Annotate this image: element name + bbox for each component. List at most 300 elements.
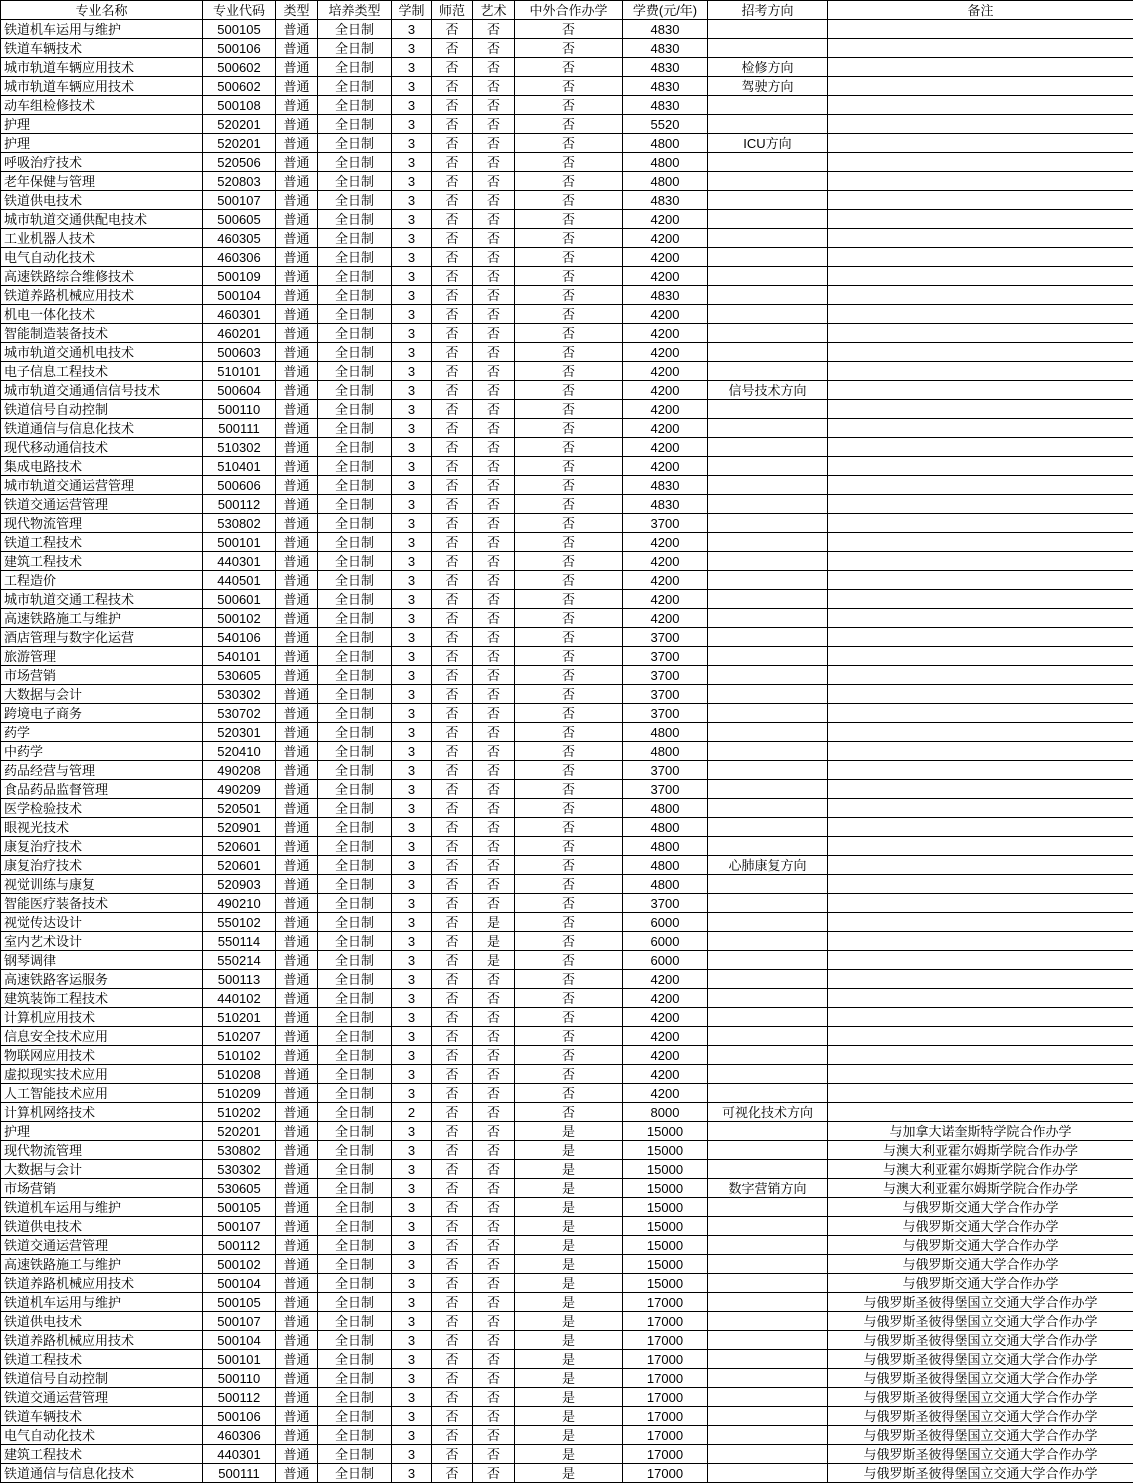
training-type-cell: 全日制 xyxy=(318,552,392,571)
sino-foreign-coop-cell: 是 xyxy=(515,1445,623,1464)
remark-cell xyxy=(828,799,1133,818)
table-row xyxy=(1,39,1133,58)
duration-cell: 3 xyxy=(392,1141,432,1160)
normal-education-cell: 否 xyxy=(432,970,473,989)
remark-cell xyxy=(828,210,1133,229)
remark-cell xyxy=(828,419,1133,438)
sino-foreign-coop-cell: 否 xyxy=(515,229,623,248)
normal-education-cell: 否 xyxy=(432,894,473,913)
major-code-cell: 520506 xyxy=(203,153,276,172)
table-row xyxy=(1,704,1133,723)
normal-education-cell: 否 xyxy=(432,609,473,628)
duration-cell: 3 xyxy=(392,248,432,267)
remark-cell xyxy=(828,153,1133,172)
sino-foreign-coop-cell: 否 xyxy=(515,856,623,875)
sino-foreign-coop-cell: 否 xyxy=(515,628,623,647)
training-type-cell: 全日制 xyxy=(318,856,392,875)
table-row xyxy=(1,780,1133,799)
exam-direction-cell xyxy=(708,628,828,647)
art-cell: 否 xyxy=(473,1084,515,1103)
tuition-cell: 17000 xyxy=(623,1445,708,1464)
table-row xyxy=(1,875,1133,894)
header-row xyxy=(1,1,1133,20)
duration-cell: 3 xyxy=(392,799,432,818)
tuition-cell: 4800 xyxy=(623,837,708,856)
table-row xyxy=(1,1464,1133,1483)
duration-cell: 3 xyxy=(392,495,432,514)
column-header-tuition: 学费(元/年) xyxy=(623,1,708,20)
sino-foreign-coop-cell: 否 xyxy=(515,533,623,552)
art-cell: 否 xyxy=(473,837,515,856)
remark-cell xyxy=(828,457,1133,476)
duration-cell: 3 xyxy=(392,1179,432,1198)
major-code-cell: 490209 xyxy=(203,780,276,799)
exam-direction-cell xyxy=(708,647,828,666)
table-row xyxy=(1,894,1133,913)
sino-foreign-coop-cell: 是 xyxy=(515,1255,623,1274)
type-cell: 普通 xyxy=(276,723,318,742)
sino-foreign-coop-cell: 否 xyxy=(515,153,623,172)
art-cell: 否 xyxy=(473,115,515,134)
table-row xyxy=(1,1103,1133,1122)
sino-foreign-coop-cell: 是 xyxy=(515,1331,623,1350)
type-cell: 普通 xyxy=(276,39,318,58)
tuition-cell: 4200 xyxy=(623,343,708,362)
normal-education-cell: 否 xyxy=(432,1312,473,1331)
duration-cell: 3 xyxy=(392,666,432,685)
tuition-cell: 3700 xyxy=(623,780,708,799)
normal-education-cell: 否 xyxy=(432,20,473,39)
art-cell: 否 xyxy=(473,362,515,381)
remark-cell xyxy=(828,609,1133,628)
training-type-cell: 全日制 xyxy=(318,1388,392,1407)
table-row xyxy=(1,115,1133,134)
training-type-cell: 全日制 xyxy=(318,951,392,970)
sino-foreign-coop-cell: 是 xyxy=(515,1388,623,1407)
major-code-cell: 530802 xyxy=(203,1141,276,1160)
art-cell: 否 xyxy=(473,476,515,495)
sino-foreign-coop-cell: 否 xyxy=(515,1046,623,1065)
duration-cell: 3 xyxy=(392,1217,432,1236)
major-name-cell: 计算机网络技术 xyxy=(1,1103,203,1122)
normal-education-cell: 否 xyxy=(432,666,473,685)
normal-education-cell: 否 xyxy=(432,723,473,742)
normal-education-cell: 否 xyxy=(432,837,473,856)
duration-cell: 3 xyxy=(392,571,432,590)
table-row xyxy=(1,305,1133,324)
tuition-cell: 3700 xyxy=(623,628,708,647)
remark-cell xyxy=(828,229,1133,248)
table-row xyxy=(1,172,1133,191)
training-type-cell: 全日制 xyxy=(318,590,392,609)
exam-direction-cell xyxy=(708,799,828,818)
table-row xyxy=(1,609,1133,628)
major-name-cell: 铁道机车运用与维护 xyxy=(1,1198,203,1217)
major-name-cell: 高速铁路客运服务 xyxy=(1,970,203,989)
duration-cell: 3 xyxy=(392,1445,432,1464)
training-type-cell: 全日制 xyxy=(318,343,392,362)
duration-cell: 3 xyxy=(392,400,432,419)
training-type-cell: 全日制 xyxy=(318,229,392,248)
sino-foreign-coop-cell: 是 xyxy=(515,1464,623,1483)
tuition-cell: 17000 xyxy=(623,1312,708,1331)
remark-cell: 与俄罗斯圣彼得堡国立交通大学合作办学 xyxy=(828,1293,1133,1312)
training-type-cell: 全日制 xyxy=(318,1464,392,1483)
sino-foreign-coop-cell: 否 xyxy=(515,1084,623,1103)
type-cell: 普通 xyxy=(276,20,318,39)
duration-cell: 3 xyxy=(392,438,432,457)
sino-foreign-coop-cell: 是 xyxy=(515,1160,623,1179)
training-type-cell: 全日制 xyxy=(318,1236,392,1255)
table-row xyxy=(1,267,1133,286)
major-code-cell: 500111 xyxy=(203,419,276,438)
remark-cell xyxy=(828,856,1133,875)
sino-foreign-coop-cell: 是 xyxy=(515,1426,623,1445)
normal-education-cell: 否 xyxy=(432,324,473,343)
table-row xyxy=(1,20,1133,39)
art-cell: 否 xyxy=(473,590,515,609)
table-row xyxy=(1,1274,1133,1293)
art-cell: 否 xyxy=(473,1103,515,1122)
major-code-cell: 500105 xyxy=(203,1293,276,1312)
type-cell: 普通 xyxy=(276,1027,318,1046)
art-cell: 否 xyxy=(473,210,515,229)
exam-direction-cell xyxy=(708,571,828,590)
major-name-cell: 铁道交通运营管理 xyxy=(1,1236,203,1255)
training-type-cell: 全日制 xyxy=(318,932,392,951)
art-cell: 否 xyxy=(473,134,515,153)
sino-foreign-coop-cell: 否 xyxy=(515,894,623,913)
tuition-cell: 3700 xyxy=(623,894,708,913)
normal-education-cell: 否 xyxy=(432,191,473,210)
art-cell: 否 xyxy=(473,1160,515,1179)
remark-cell xyxy=(828,818,1133,837)
normal-education-cell: 否 xyxy=(432,989,473,1008)
art-cell: 否 xyxy=(473,628,515,647)
tuition-cell: 4800 xyxy=(623,153,708,172)
major-code-cell: 510207 xyxy=(203,1027,276,1046)
exam-direction-cell xyxy=(708,419,828,438)
exam-direction-cell xyxy=(708,685,828,704)
normal-education-cell: 否 xyxy=(432,1388,473,1407)
remark-cell xyxy=(828,875,1133,894)
type-cell: 普通 xyxy=(276,1445,318,1464)
major-code-cell: 440501 xyxy=(203,571,276,590)
column-header-sino-foreign-coop: 中外合作办学 xyxy=(515,1,623,20)
exam-direction-cell: ICU方向 xyxy=(708,134,828,153)
major-code-cell: 500106 xyxy=(203,1407,276,1426)
tuition-cell: 4830 xyxy=(623,96,708,115)
duration-cell: 3 xyxy=(392,989,432,1008)
duration-cell: 3 xyxy=(392,1331,432,1350)
table-row xyxy=(1,951,1133,970)
duration-cell: 3 xyxy=(392,1084,432,1103)
type-cell: 普通 xyxy=(276,1103,318,1122)
major-name-cell: 虚拟现实技术应用 xyxy=(1,1065,203,1084)
major-name-cell: 大数据与会计 xyxy=(1,685,203,704)
type-cell: 普通 xyxy=(276,685,318,704)
sino-foreign-coop-cell: 否 xyxy=(515,210,623,229)
exam-direction-cell xyxy=(708,1008,828,1027)
remark-cell xyxy=(828,837,1133,856)
major-code-cell: 510202 xyxy=(203,1103,276,1122)
art-cell: 否 xyxy=(473,495,515,514)
normal-education-cell: 否 xyxy=(432,533,473,552)
major-code-cell: 500110 xyxy=(203,400,276,419)
major-name-cell: 视觉传达设计 xyxy=(1,913,203,932)
tuition-cell: 4200 xyxy=(623,533,708,552)
exam-direction-cell xyxy=(708,1122,828,1141)
remark-cell xyxy=(828,628,1133,647)
art-cell: 否 xyxy=(473,799,515,818)
training-type-cell: 全日制 xyxy=(318,58,392,77)
tuition-cell: 4200 xyxy=(623,1065,708,1084)
tuition-cell: 4200 xyxy=(623,419,708,438)
remark-cell: 与俄罗斯圣彼得堡国立交通大学合作办学 xyxy=(828,1388,1133,1407)
sino-foreign-coop-cell: 否 xyxy=(515,837,623,856)
normal-education-cell: 否 xyxy=(432,571,473,590)
art-cell: 否 xyxy=(473,381,515,400)
art-cell: 否 xyxy=(473,172,515,191)
normal-education-cell: 否 xyxy=(432,419,473,438)
normal-education-cell: 否 xyxy=(432,248,473,267)
tuition-cell: 4800 xyxy=(623,818,708,837)
remark-cell xyxy=(828,647,1133,666)
table-row xyxy=(1,1179,1133,1198)
major-code-cell: 530702 xyxy=(203,704,276,723)
sino-foreign-coop-cell: 否 xyxy=(515,191,623,210)
exam-direction-cell xyxy=(708,1293,828,1312)
type-cell: 普通 xyxy=(276,780,318,799)
tuition-cell: 4830 xyxy=(623,20,708,39)
duration-cell: 3 xyxy=(392,96,432,115)
major-code-cell: 510208 xyxy=(203,1065,276,1084)
major-name-cell: 城市轨道交通通信信号技术 xyxy=(1,381,203,400)
major-code-cell: 500110 xyxy=(203,1369,276,1388)
sino-foreign-coop-cell: 否 xyxy=(515,267,623,286)
exam-direction-cell: 可视化技术方向 xyxy=(708,1103,828,1122)
sino-foreign-coop-cell: 否 xyxy=(515,39,623,58)
art-cell: 否 xyxy=(473,1141,515,1160)
normal-education-cell: 否 xyxy=(432,305,473,324)
remark-cell xyxy=(828,552,1133,571)
exam-direction-cell xyxy=(708,476,828,495)
major-code-cell: 550214 xyxy=(203,951,276,970)
table-row xyxy=(1,913,1133,932)
table-row xyxy=(1,1084,1133,1103)
normal-education-cell: 否 xyxy=(432,742,473,761)
exam-direction-cell: 心肺康复方向 xyxy=(708,856,828,875)
sino-foreign-coop-cell: 否 xyxy=(515,932,623,951)
normal-education-cell: 否 xyxy=(432,1236,473,1255)
major-code-cell: 550114 xyxy=(203,932,276,951)
type-cell: 普通 xyxy=(276,628,318,647)
exam-direction-cell xyxy=(708,286,828,305)
tuition-cell: 17000 xyxy=(623,1388,708,1407)
tuition-cell: 15000 xyxy=(623,1217,708,1236)
exam-direction-cell xyxy=(708,666,828,685)
tuition-cell: 15000 xyxy=(623,1122,708,1141)
tuition-cell: 17000 xyxy=(623,1350,708,1369)
type-cell: 普通 xyxy=(276,457,318,476)
major-code-cell: 500101 xyxy=(203,533,276,552)
training-type-cell: 全日制 xyxy=(318,799,392,818)
type-cell: 普通 xyxy=(276,438,318,457)
remark-cell xyxy=(828,685,1133,704)
duration-cell: 3 xyxy=(392,362,432,381)
training-type-cell: 全日制 xyxy=(318,191,392,210)
normal-education-cell: 否 xyxy=(432,1217,473,1236)
major-name-cell: 现代移动通信技术 xyxy=(1,438,203,457)
normal-education-cell: 否 xyxy=(432,1027,473,1046)
exam-direction-cell xyxy=(708,1198,828,1217)
remark-cell xyxy=(828,20,1133,39)
exam-direction-cell xyxy=(708,1350,828,1369)
sino-foreign-coop-cell: 是 xyxy=(515,1236,623,1255)
art-cell: 否 xyxy=(473,191,515,210)
major-code-cell: 520903 xyxy=(203,875,276,894)
column-header-normal-education: 师范 xyxy=(432,1,473,20)
table-body xyxy=(1,20,1133,1483)
table-row xyxy=(1,381,1133,400)
remark-cell xyxy=(828,533,1133,552)
major-code-cell: 500109 xyxy=(203,267,276,286)
sino-foreign-coop-cell: 否 xyxy=(515,723,623,742)
exam-direction-cell xyxy=(708,1369,828,1388)
type-cell: 普通 xyxy=(276,267,318,286)
duration-cell: 3 xyxy=(392,115,432,134)
tuition-cell: 15000 xyxy=(623,1198,708,1217)
exam-direction-cell xyxy=(708,1464,828,1483)
sino-foreign-coop-cell: 否 xyxy=(515,685,623,704)
remark-cell xyxy=(828,39,1133,58)
sino-foreign-coop-cell: 否 xyxy=(515,115,623,134)
major-name-cell: 铁道养路机械应用技术 xyxy=(1,1274,203,1293)
tuition-cell: 4830 xyxy=(623,191,708,210)
table-row xyxy=(1,1122,1133,1141)
duration-cell: 3 xyxy=(392,39,432,58)
tuition-cell: 3700 xyxy=(623,647,708,666)
table-row xyxy=(1,400,1133,419)
remark-cell xyxy=(828,780,1133,799)
tuition-cell: 4200 xyxy=(623,571,708,590)
type-cell: 普通 xyxy=(276,609,318,628)
training-type-cell: 全日制 xyxy=(318,362,392,381)
major-code-cell: 500106 xyxy=(203,39,276,58)
training-type-cell: 全日制 xyxy=(318,1217,392,1236)
normal-education-cell: 否 xyxy=(432,77,473,96)
normal-education-cell: 否 xyxy=(432,1008,473,1027)
exam-direction-cell xyxy=(708,20,828,39)
art-cell: 否 xyxy=(473,552,515,571)
major-code-cell: 520901 xyxy=(203,818,276,837)
type-cell: 普通 xyxy=(276,970,318,989)
sino-foreign-coop-cell: 否 xyxy=(515,666,623,685)
major-code-cell: 460201 xyxy=(203,324,276,343)
exam-direction-cell xyxy=(708,191,828,210)
duration-cell: 3 xyxy=(392,343,432,362)
tuition-cell: 4200 xyxy=(623,305,708,324)
training-type-cell: 全日制 xyxy=(318,400,392,419)
tuition-cell: 4200 xyxy=(623,248,708,267)
major-code-cell: 500112 xyxy=(203,1388,276,1407)
major-code-cell: 500107 xyxy=(203,1217,276,1236)
remark-cell xyxy=(828,761,1133,780)
type-cell: 普通 xyxy=(276,1407,318,1426)
tuition-cell: 15000 xyxy=(623,1255,708,1274)
type-cell: 普通 xyxy=(276,856,318,875)
art-cell: 否 xyxy=(473,1236,515,1255)
training-type-cell: 全日制 xyxy=(318,1445,392,1464)
duration-cell: 3 xyxy=(392,134,432,153)
table-row xyxy=(1,533,1133,552)
art-cell: 否 xyxy=(473,533,515,552)
remark-cell xyxy=(828,305,1133,324)
sino-foreign-coop-cell: 否 xyxy=(515,818,623,837)
exam-direction-cell: 检修方向 xyxy=(708,58,828,77)
duration-cell: 3 xyxy=(392,742,432,761)
exam-direction-cell xyxy=(708,305,828,324)
major-code-cell: 510101 xyxy=(203,362,276,381)
remark-cell xyxy=(828,58,1133,77)
exam-direction-cell xyxy=(708,438,828,457)
remark-cell xyxy=(828,77,1133,96)
major-name-cell: 医学检验技术 xyxy=(1,799,203,818)
major-name-cell: 城市轨道交通运营管理 xyxy=(1,476,203,495)
training-type-cell: 全日制 xyxy=(318,1027,392,1046)
table-row xyxy=(1,1046,1133,1065)
duration-cell: 3 xyxy=(392,324,432,343)
sino-foreign-coop-cell: 否 xyxy=(515,913,623,932)
major-name-cell: 智能制造装备技术 xyxy=(1,324,203,343)
type-cell: 普通 xyxy=(276,362,318,381)
major-name-cell: 铁道机车运用与维护 xyxy=(1,20,203,39)
training-type-cell: 全日制 xyxy=(318,761,392,780)
sino-foreign-coop-cell: 否 xyxy=(515,476,623,495)
major-name-cell: 集成电路技术 xyxy=(1,457,203,476)
major-name-cell: 眼视光技术 xyxy=(1,818,203,837)
major-name-cell: 康复治疗技术 xyxy=(1,837,203,856)
art-cell: 否 xyxy=(473,1274,515,1293)
tuition-cell: 3700 xyxy=(623,685,708,704)
training-type-cell: 全日制 xyxy=(318,1160,392,1179)
table-row xyxy=(1,419,1133,438)
sino-foreign-coop-cell: 是 xyxy=(515,1179,623,1198)
normal-education-cell: 否 xyxy=(432,1046,473,1065)
duration-cell: 3 xyxy=(392,476,432,495)
art-cell: 否 xyxy=(473,1388,515,1407)
tuition-cell: 3700 xyxy=(623,761,708,780)
table-row xyxy=(1,666,1133,685)
training-type-cell: 全日制 xyxy=(318,666,392,685)
art-cell: 否 xyxy=(473,1331,515,1350)
exam-direction-cell xyxy=(708,1274,828,1293)
normal-education-cell: 否 xyxy=(432,552,473,571)
major-code-cell: 530605 xyxy=(203,1179,276,1198)
remark-cell: 与澳大利亚霍尔姆斯学院合作办学 xyxy=(828,1179,1133,1198)
exam-direction-cell xyxy=(708,1027,828,1046)
normal-education-cell: 否 xyxy=(432,115,473,134)
normal-education-cell: 否 xyxy=(432,476,473,495)
exam-direction-cell xyxy=(708,362,828,381)
training-type-cell: 全日制 xyxy=(318,419,392,438)
exam-direction-cell xyxy=(708,932,828,951)
major-code-cell: 500108 xyxy=(203,96,276,115)
training-type-cell: 全日制 xyxy=(318,742,392,761)
table-row xyxy=(1,647,1133,666)
major-code-cell: 530605 xyxy=(203,666,276,685)
normal-education-cell: 否 xyxy=(432,780,473,799)
